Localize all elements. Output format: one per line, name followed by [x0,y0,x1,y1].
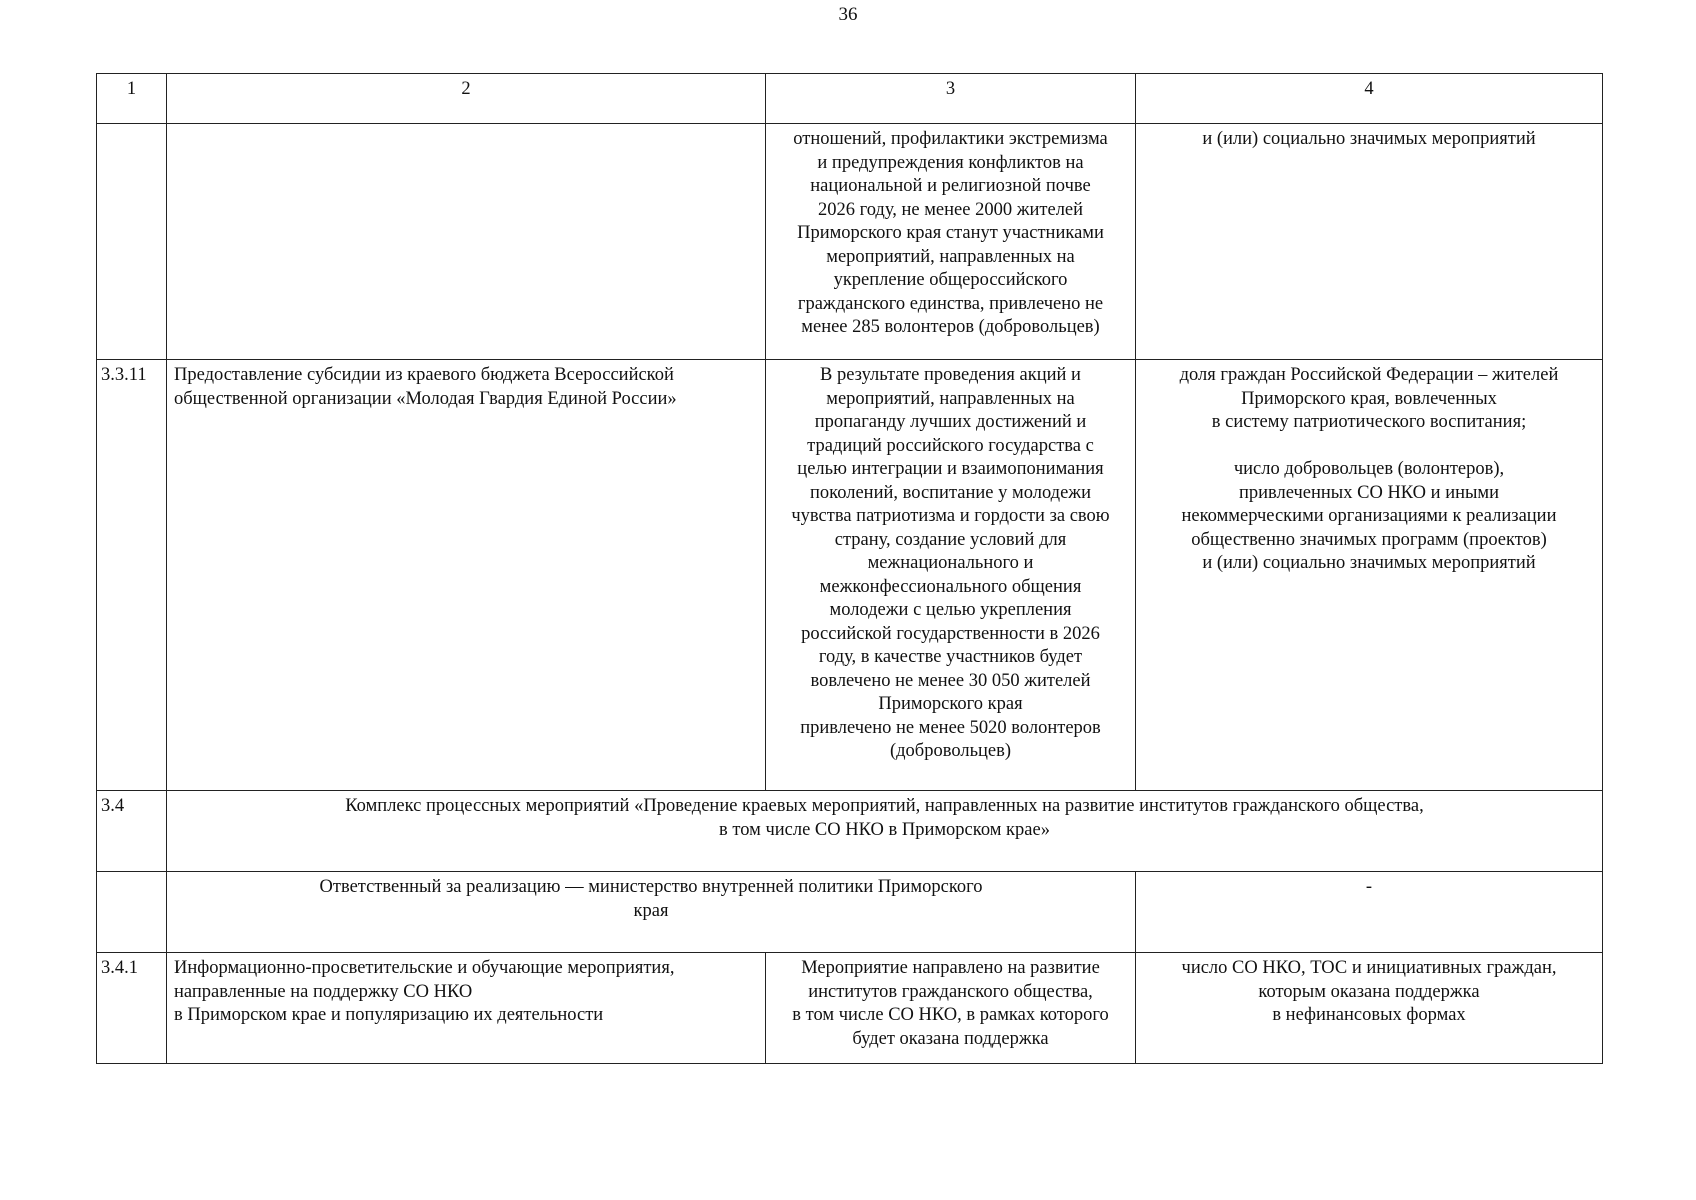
column-header-1: 1 [97,74,167,124]
table-header-row [97,74,1603,124]
row-number: 3.4.1 [97,953,167,1064]
indicator: число СО НКО, ТОС и инициативных граждан, которым оказана поддержка в нефинансовых формах [1136,953,1603,1064]
section-number: 3.4 [97,791,167,872]
responsible-text: Ответственный за реализацию — министерство внутренней политики Приморского края [167,872,1136,953]
page-number: 36 [838,4,858,25]
table-row [97,360,1603,791]
section-row [97,791,1603,872]
column-header-2: 2 [167,74,766,124]
table-row [97,124,1603,360]
row-number [97,124,167,360]
program-table [96,73,1603,1064]
row-number-empty [97,872,167,953]
column-header-3: 3 [766,74,1136,124]
section-title: Комплекс процессных мероприятий «Проведение краевых мероприятий, направленных на развитие институтов гражданского общества, в том числе СО НКО в Приморском крае» [167,791,1603,872]
table-row [97,953,1603,1064]
expected-result: отношений, профилактики экстремизма и предупреждения конфликтов на национальной и религиозной почве 2026 году, не менее 2000 жителей Приморского края станут участниками мероприятий, направленных на укрепление общероссийского гражданского единства, привлечено не менее 285 волонтеров (добровольцев) [766,124,1136,360]
activity-name: Предоставление субсидии из краевого бюджета Всероссийской общественной организации «Молодая Гвардия Единой России» [167,360,766,791]
row-number: 3.3.11 [97,360,167,791]
activity-name [167,124,766,360]
indicator: доля граждан Российской Федерации – жителей Приморского края, вовлеченных в систему патриотического воспитания; число добровольцев (волонтеров), привлеченных СО НКО и иными некоммерческими организациями к реализации общественно значимых программ (проектов) и (или) социально значимых мероприятий [1136,360,1603,791]
column-header-4: 4 [1136,74,1603,124]
activity-name: Информационно-просветительские и обучающие мероприятия, направленные на поддержку СО НКО в Приморском крае и популяризацию их деятельности [167,953,766,1064]
indicator: и (или) социально значимых мероприятий [1136,124,1603,360]
expected-result: Мероприятие направлено на развитие институтов гражданского общества, в том числе СО НКО, в рамках которого будет оказана поддержка [766,953,1136,1064]
responsible-value: - [1136,872,1603,953]
responsible-row [97,872,1603,953]
expected-result: В результате проведения акций и мероприятий, направленных на пропаганду лучших достижений и традиций российского государства с целью интеграции и взаимопонимания поколений, воспитание у молодежи чувства патриотизма и гордости за свою страну, создание условий для межнационального и межконфессионального общения молодежи с целью укрепления российской государственности в 2026 году, в качестве участников будет вовлечено не менее 30 050 жителей Приморского края привлечено не менее 5020 волонтеров (добровольцев) [766,360,1136,791]
